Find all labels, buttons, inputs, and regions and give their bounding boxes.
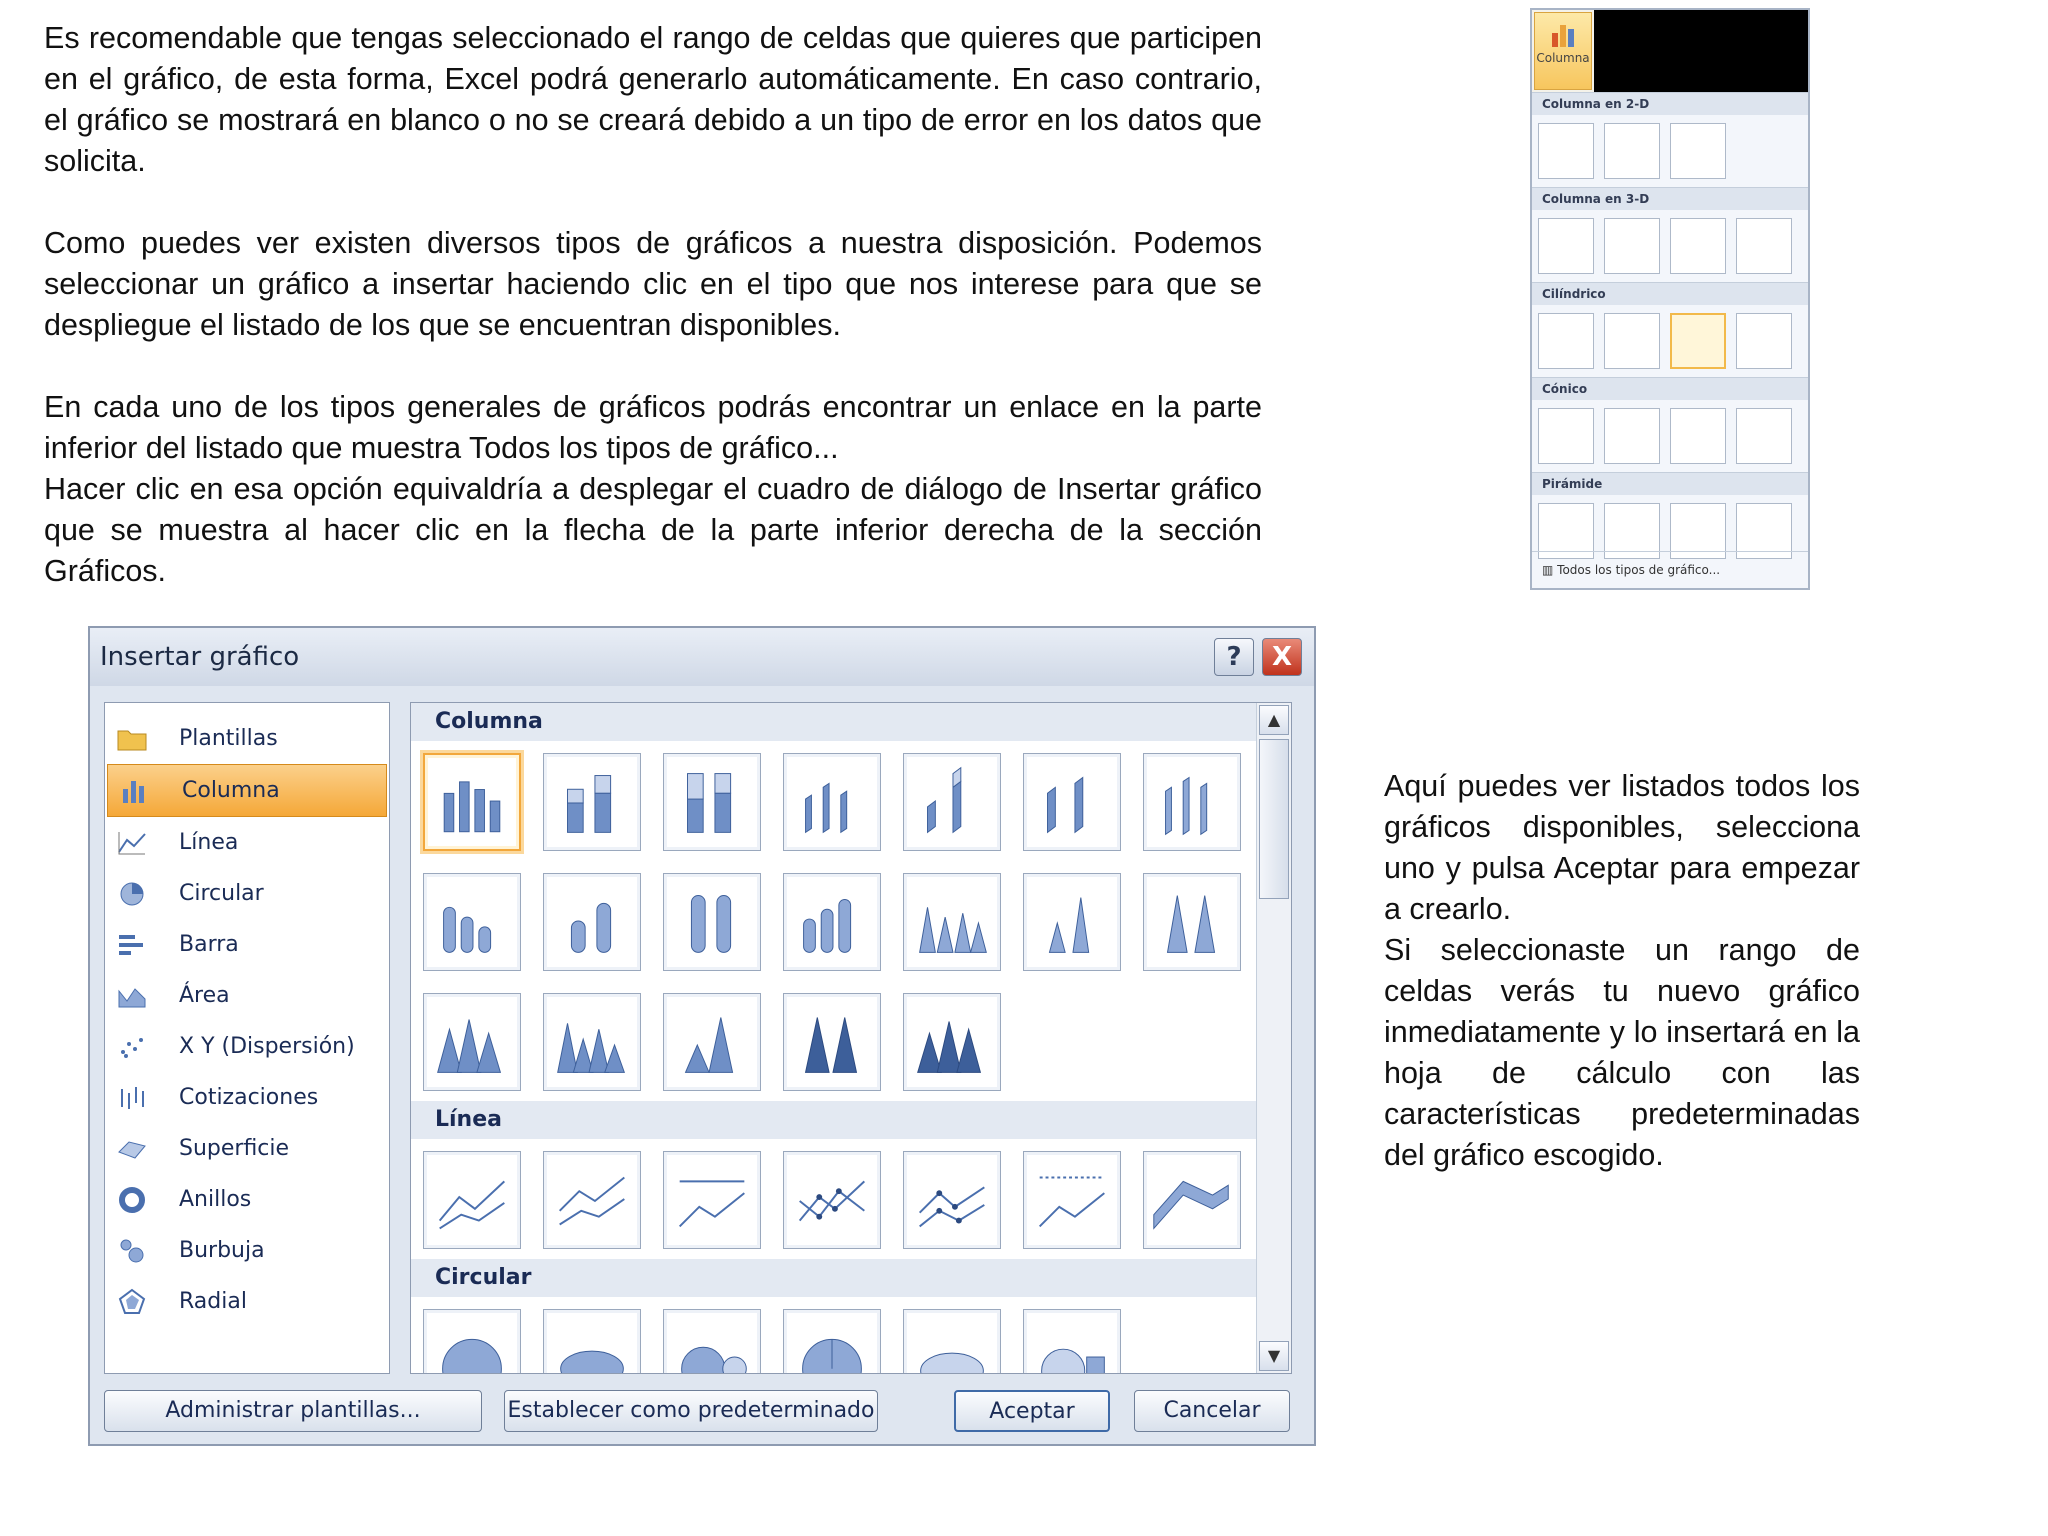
chart-subtype-tile[interactable] xyxy=(783,753,881,851)
scroll-up-icon[interactable]: ▲ xyxy=(1259,705,1289,735)
chart-subtype-tile[interactable] xyxy=(543,753,641,851)
ok-button[interactable]: Aceptar xyxy=(954,1390,1110,1432)
chart-subtype-tile[interactable] xyxy=(663,753,761,851)
category-label: Línea xyxy=(179,830,239,855)
right-paragraph-1: Aquí puedes ver listados todos los gráficos disponibles, selecciona uno y pulsa Aceptar para empezar a crearlo. xyxy=(1384,769,1860,926)
manage-templates-button[interactable]: Administrar plantillas... xyxy=(104,1390,482,1432)
gallery-chart-option[interactable] xyxy=(1604,313,1660,369)
chart-subtype-tile[interactable] xyxy=(783,1151,881,1249)
category-plantillas[interactable] xyxy=(105,713,389,764)
gallery-section-header: Columna en 3-D xyxy=(1532,187,1808,210)
chart-subtype-tile[interactable] xyxy=(903,1309,1001,1374)
chart-subtype-tile[interactable] xyxy=(1023,873,1121,971)
chart-subtype-tile[interactable] xyxy=(783,993,881,1091)
surface-chart-icon xyxy=(115,1134,149,1164)
chart-subtype-tile[interactable] xyxy=(543,873,641,971)
gallery-section-header: Cónico xyxy=(1532,377,1808,400)
set-default-button[interactable]: Establecer como predeterminado xyxy=(504,1390,878,1432)
bubble-chart-icon xyxy=(115,1236,149,1266)
chart-subtype-tile[interactable] xyxy=(783,1309,881,1374)
category-label: Radial xyxy=(179,1289,247,1314)
chart-subtype-tile[interactable] xyxy=(423,1151,521,1249)
dialog-titlebar xyxy=(90,628,1314,686)
pie-chart-icon xyxy=(115,879,149,909)
chart-subtype-tile[interactable] xyxy=(1023,1309,1121,1374)
category-label: Barra xyxy=(179,932,239,957)
category-label: X Y (Dispersión) xyxy=(179,1034,355,1059)
vertical-scrollbar[interactable] xyxy=(1256,703,1291,1373)
scroll-thumb[interactable] xyxy=(1259,739,1289,899)
category-label: Plantillas xyxy=(179,726,278,751)
category-label: Burbuja xyxy=(179,1238,265,1263)
cancel-button[interactable]: Cancelar xyxy=(1134,1390,1290,1432)
insert-chart-dialog xyxy=(88,626,1316,1446)
radar-chart-icon xyxy=(115,1287,149,1317)
gallery-chart-option[interactable] xyxy=(1736,408,1792,464)
chart-subtype-tile-selected[interactable] xyxy=(423,753,521,851)
doughnut-chart-icon xyxy=(115,1185,149,1215)
gallery-chart-option[interactable] xyxy=(1538,218,1594,274)
dialog-title: Insertar gráfico xyxy=(100,642,300,672)
chart-subtype-tile[interactable] xyxy=(423,993,521,1091)
chart-subtype-tile[interactable] xyxy=(1023,1151,1121,1249)
category-label: Superficie xyxy=(179,1136,290,1161)
column-chart-gallery xyxy=(1530,8,1810,590)
column-button-label: Columna xyxy=(1536,51,1590,65)
gallery-chart-option[interactable] xyxy=(1670,123,1726,179)
gallery-section-header: Pirámide xyxy=(1532,472,1808,495)
paragraph-4: Hacer clic en esa opción equivaldría a desplegar el cuadro de diálogo de Insertar gráfico que se muestra al hacer clic en la flecha de la parte inferior derecha de la sección Gráficos. xyxy=(44,472,1262,588)
chart-subtype-tile[interactable] xyxy=(663,1309,761,1374)
category-radial[interactable] xyxy=(105,1276,389,1327)
paragraph-1: Es recomendable que tengas seleccionado el rango de celdas que quieres que participen en el gráfico, de esta forma, Excel podrá generarlo automáticamente. En caso contrario, el gráfico se mostrará en blanco o no se creará debido a un tipo de error en los datos que solicita. xyxy=(44,21,1262,178)
bar-chart-icon xyxy=(115,930,149,960)
category-label: Columna xyxy=(182,778,280,803)
chart-subtype-tile[interactable] xyxy=(903,873,1001,971)
category-label: Circular xyxy=(179,881,264,906)
gallery-section-header: Columna en 2-D xyxy=(1532,92,1808,115)
area-chart-icon xyxy=(115,981,149,1011)
category-cotizaciones[interactable] xyxy=(105,1072,389,1123)
gallery-chart-option[interactable] xyxy=(1538,313,1594,369)
category-burbuja[interactable] xyxy=(105,1225,389,1276)
chart-subtype-tile[interactable] xyxy=(663,1151,761,1249)
close-button[interactable]: X xyxy=(1262,638,1302,676)
category-circular[interactable] xyxy=(105,868,389,919)
all-chart-types-link[interactable] xyxy=(1532,551,1808,588)
category-label: Área xyxy=(179,983,230,1008)
all-chart-types-label: Todos los tipos de gráfico... xyxy=(1557,563,1721,577)
chart-subtype-tile[interactable] xyxy=(663,993,761,1091)
stock-chart-icon xyxy=(115,1083,149,1113)
section-header-circular: Circular xyxy=(411,1259,1257,1297)
gallery-chart-option[interactable] xyxy=(1670,408,1726,464)
category-linea[interactable] xyxy=(105,817,389,868)
chart-subtype-tile[interactable] xyxy=(543,1309,641,1374)
chart-subtype-tile[interactable] xyxy=(663,873,761,971)
category-barra[interactable] xyxy=(105,919,389,970)
chart-subtype-tile[interactable] xyxy=(903,993,1001,1091)
chart-subtype-tile[interactable] xyxy=(1023,753,1121,851)
chart-category-list xyxy=(104,702,390,1374)
category-superficie[interactable] xyxy=(105,1123,389,1174)
gallery-chart-option-hovered[interactable] xyxy=(1670,313,1726,369)
chart-icon: ▥ xyxy=(1542,563,1554,577)
line-chart-icon xyxy=(115,828,149,858)
section-header-columna: Columna xyxy=(411,703,1257,741)
paragraph-3: En cada uno de los tipos generales de gráficos podrás encontrar un enlace en la parte inferior del listado que muestra Todos los tipos de gráfico... xyxy=(44,390,1262,465)
chart-subtype-tile[interactable] xyxy=(543,993,641,1091)
category-dispersion[interactable] xyxy=(105,1021,389,1072)
chart-subtype-tile[interactable] xyxy=(1143,1151,1241,1249)
category-label: Anillos xyxy=(179,1187,252,1212)
right-paragraph-2: Si seleccionaste un rango de celdas verás tu nuevo gráfico inmediatamente y lo insertará en la hoja de cálculo con las características predeterminadas del gráfico escogido. xyxy=(1384,933,1860,1172)
gallery-chart-option[interactable] xyxy=(1736,313,1792,369)
chart-subtype-tile[interactable] xyxy=(423,1309,521,1374)
category-label: Cotizaciones xyxy=(179,1085,319,1110)
chart-subtype-tile[interactable] xyxy=(783,873,881,971)
gallery-chart-option[interactable] xyxy=(1604,123,1660,179)
chart-subtype-tile[interactable] xyxy=(903,1151,1001,1249)
section-header-linea: Línea xyxy=(411,1101,1257,1139)
column-chart-icon xyxy=(1550,19,1576,49)
intro-text xyxy=(44,18,1262,592)
chart-subtype-tile[interactable] xyxy=(423,873,521,971)
gallery-chart-option[interactable] xyxy=(1736,218,1792,274)
gallery-chart-option[interactable] xyxy=(1604,218,1660,274)
chart-subtype-tile[interactable] xyxy=(1143,873,1241,971)
column-chart-icon xyxy=(118,776,152,806)
scroll-down-icon[interactable]: ▼ xyxy=(1259,1341,1289,1371)
category-area[interactable] xyxy=(105,970,389,1021)
scatter-chart-icon xyxy=(115,1032,149,1062)
chart-subtype-tile[interactable] xyxy=(903,753,1001,851)
gallery-chart-option[interactable] xyxy=(1670,218,1726,274)
chart-subtype-pane xyxy=(410,702,1292,1374)
explanation-text xyxy=(1384,766,1860,1176)
chart-subtype-tile[interactable] xyxy=(1143,753,1241,851)
paragraph-2: Como puedes ver existen diversos tipos de gráficos a nuestra disposición. Podemos seleccionar un gráfico a insertar haciendo clic en el tipo que nos interese para que se despliegue el listado de los que se encuentran disponibles. xyxy=(44,226,1262,342)
help-button[interactable]: ? xyxy=(1214,638,1254,676)
chart-subtype-tile[interactable] xyxy=(543,1151,641,1249)
folder-icon xyxy=(115,724,149,754)
category-columna[interactable] xyxy=(107,764,387,817)
column-chart-button[interactable] xyxy=(1534,12,1592,90)
gallery-chart-option[interactable] xyxy=(1604,408,1660,464)
gallery-chart-option[interactable] xyxy=(1538,408,1594,464)
category-anillos[interactable] xyxy=(105,1174,389,1225)
gallery-chart-option[interactable] xyxy=(1538,123,1594,179)
gallery-section-header: Cilíndrico xyxy=(1532,282,1808,305)
